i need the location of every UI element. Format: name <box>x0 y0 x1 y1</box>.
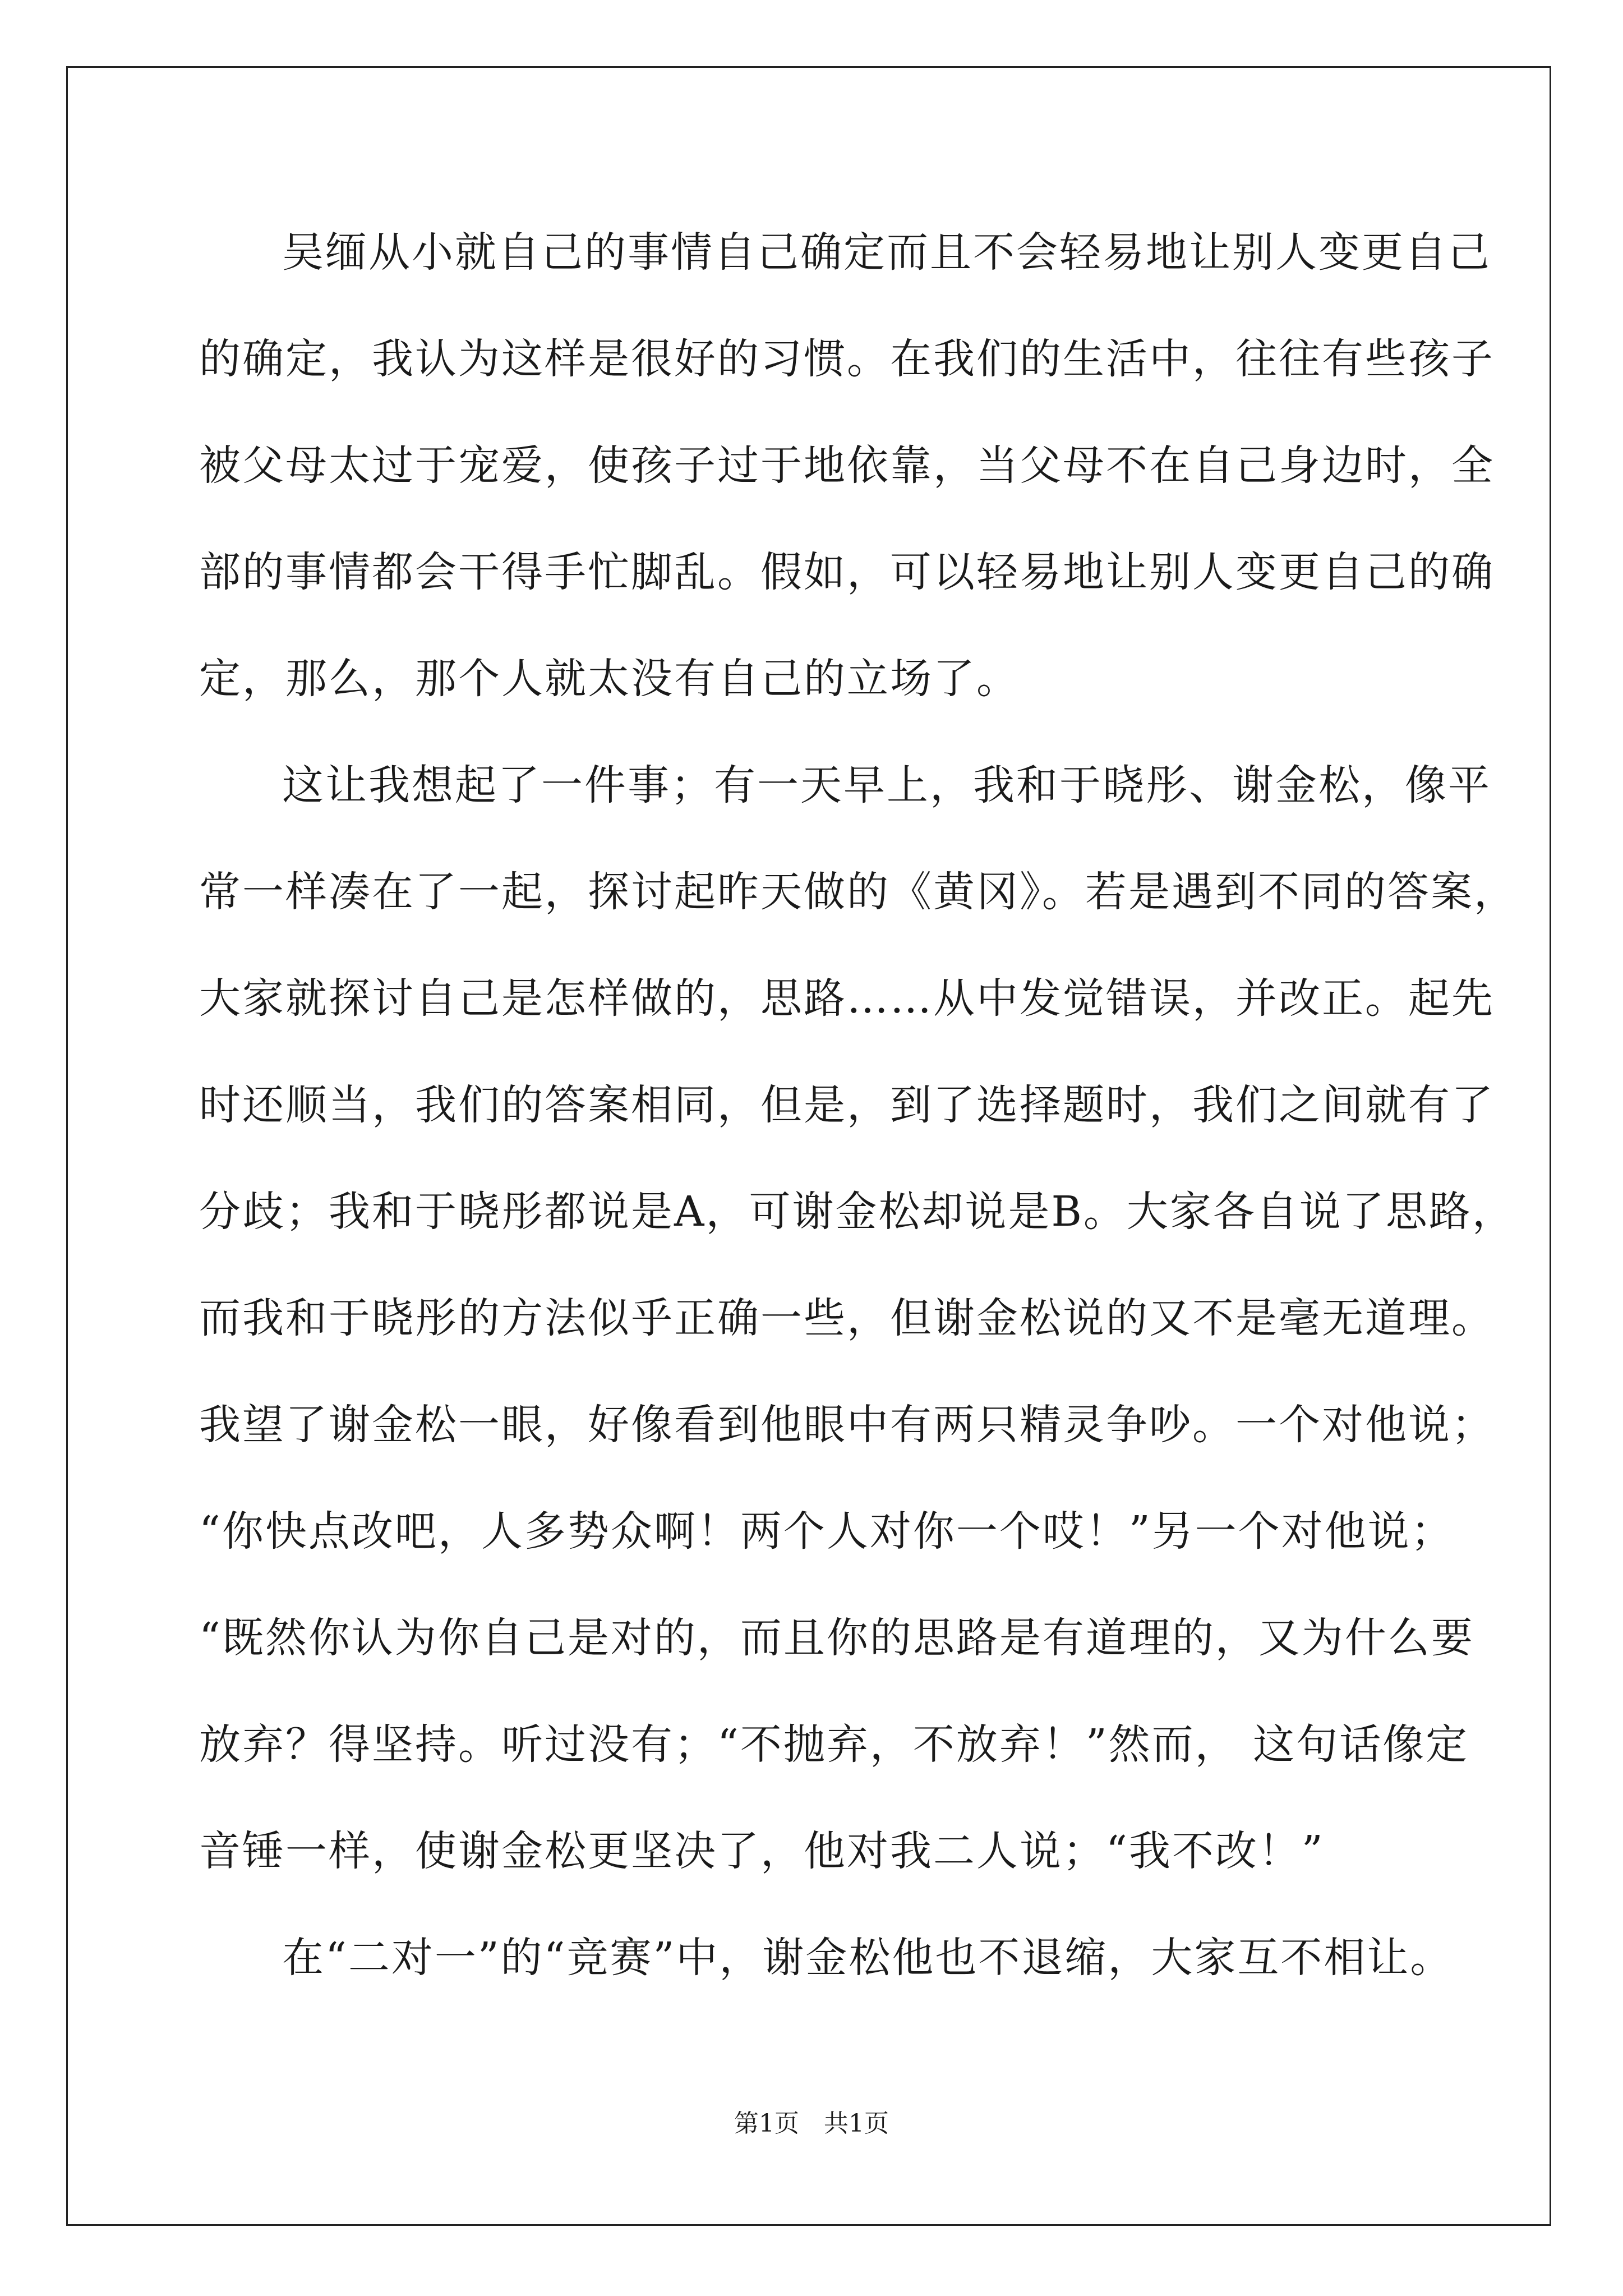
paragraph-1-line-1: 吴缅从小就自己的事情自己确定而且不会轻易地让别人变更自己 <box>282 228 1491 277</box>
paragraph-2-line-5: 分歧；我和于晓彤都说是A，可谢金松却说是B。大家各自说了思路， <box>199 1188 1515 1236</box>
paragraph-2-line-6: 而我和于晓彤的方法似乎正确一些，但谢金松说的又不是毫无道理。 <box>199 1294 1495 1342</box>
page-number: 第1页 共1页 <box>734 2109 889 2138</box>
paragraph-2-line-7: 我望了谢金松一眼，好像看到他眼中有两只精灵争吵。一个对他说； <box>199 1401 1495 1449</box>
paragraph-3-line-1: 在“二对一”的“竞赛”中，谢金松他也不退缩，大家互不相让。 <box>282 1934 1454 1982</box>
paragraph-1-line-5: 定，那么，那个人就太没有自己的立场了。 <box>199 655 1020 703</box>
paragraph-2-line-4: 时还顺当，我们的答案相同，但是，到了选择题时，我们之间就有了 <box>199 1081 1495 1129</box>
paragraph-1-line-4: 部的事情都会干得手忙脚乱。假如，可以轻易地让别人变更自己的确 <box>199 548 1495 596</box>
paragraph-2-line-1: 这让我想起了一件事；有一天早上，我和于晓彤、谢金松，像平 <box>282 761 1491 809</box>
paragraph-2-line-8: “你快点改吧，人多势众啊！两个人对你一个哎！”另一个对他说； <box>199 1507 1454 1556</box>
paragraph-2-line-9: “既然你认为你自己是对的，而且你的思路是有道理的，又为什么要 <box>199 1614 1474 1662</box>
paragraph-1-line-3: 被父母太过于宠爱，使孩子过于地依靠，当父母不在自己身边时，全 <box>199 441 1495 490</box>
paragraph-1-line-2: 的确定，我认为这样是很好的习惯。在我们的生活中，往往有些孩子 <box>199 335 1495 383</box>
paragraph-2-line-11: 音锤一样，使谢金松更坚决了，他对我二人说；“我不改！” <box>199 1827 1325 1875</box>
paragraph-2-line-10: 放弃？得坚持。听过没有；“不抛弃，不放弃！”然而， 这句话像定 <box>199 1720 1469 1769</box>
page-border <box>66 66 1551 2226</box>
paragraph-2-line-2: 常一样凑在了一起，探讨起昨天做的《黄冈》。若是遇到不同的答案， <box>199 868 1517 916</box>
paragraph-2-line-3: 大家就探讨自己是怎样做的，思路……从中发觉错误，并改正。起先 <box>199 974 1495 1023</box>
